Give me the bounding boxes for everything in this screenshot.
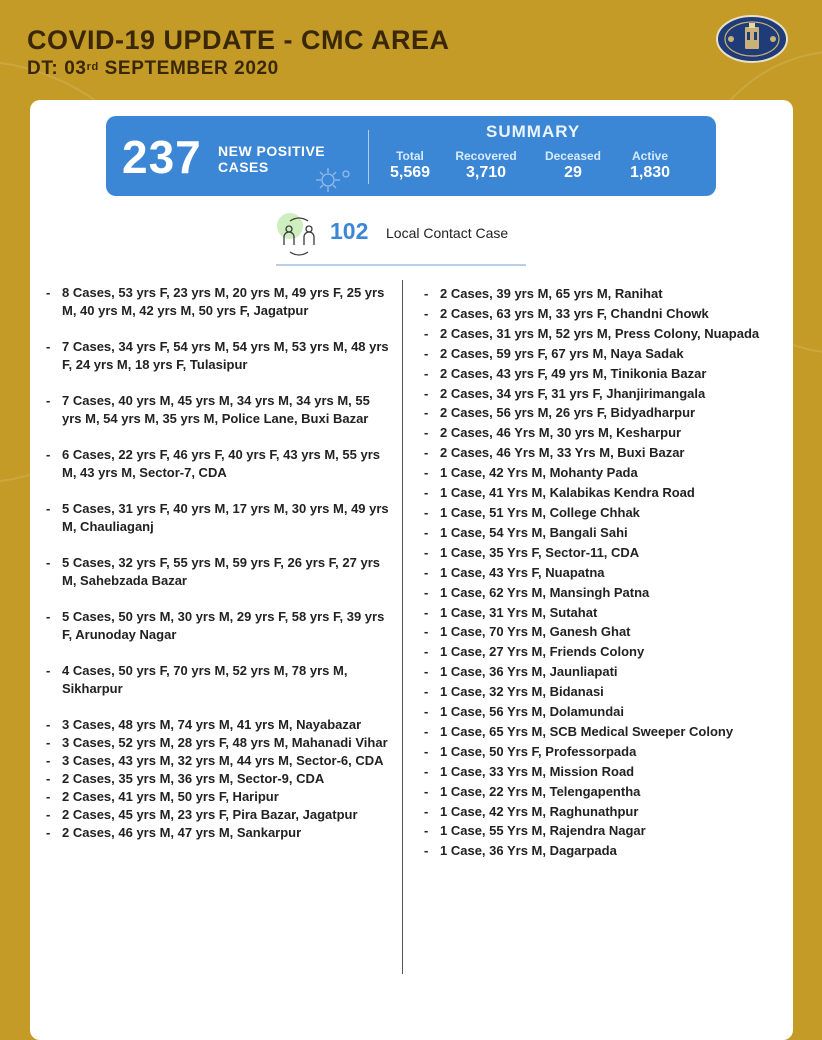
list-item: - 1 Case, 65 Yrs M, SCB Medical Sweeper Colony: [424, 722, 784, 742]
stat-label: Active: [631, 149, 669, 163]
page-title: COVID-19 UPDATE - CMC AREA: [27, 25, 450, 55]
list-item: - 4 Cases, 50 yrs F, 70 yrs M, 52 yrs M, 78 yrs M, Sikharpur: [46, 662, 391, 698]
list-item: - 1 Case, 35 Yrs F, Sector-11, CDA: [424, 543, 784, 563]
stat-value: 5,569: [389, 164, 431, 181]
stat-recovered: [450, 149, 522, 183]
stat-value: 1,830: [629, 164, 671, 181]
stat-total: [387, 149, 433, 183]
list-item: - 1 Case, 43 Yrs F, Nuapatna: [424, 563, 784, 583]
stat-label: Total: [396, 149, 424, 163]
list-item: - 1 Case, 36 Yrs M, Dagarpada: [424, 841, 784, 861]
list-item: - 2 Cases, 34 yrs F, 31 yrs F, Jhanjirimangala: [424, 384, 784, 404]
list-item: - 1 Case, 27 Yrs M, Friends Colony: [424, 642, 784, 662]
list-item: - 6 Cases, 22 yrs F, 46 yrs F, 40 yrs F, 43 yrs M, 55 yrs M, 43 yrs M, Sector-7, CDA: [46, 446, 391, 482]
list-item: - 8 Cases, 53 yrs F, 23 yrs M, 20 yrs M, 49 yrs F, 25 yrs M, 40 yrs M, 42 yrs M, 50 yrs F, Jagatpur: [46, 284, 391, 320]
list-item: - 1 Case, 32 Yrs M, Bidanasi: [424, 682, 784, 702]
local-contact-count: 102: [330, 218, 369, 244]
list-item: - 2 Cases, 35 yrs M, 36 yrs M, Sector-9, CDA: [46, 770, 391, 788]
stat-active: [625, 149, 675, 183]
stat-value: 29: [564, 164, 582, 181]
list-item: - 1 Case, 56 Yrs M, Dolamundai: [424, 702, 784, 722]
list-item: - 1 Case, 33 Yrs M, Mission Road: [424, 762, 784, 782]
stat-label: Deceased: [544, 149, 602, 163]
list-item: - 5 Cases, 50 yrs M, 30 yrs M, 29 yrs F, 58 yrs F, 39 yrs F, Arunoday Nagar: [46, 608, 391, 644]
list-item: - 2 Cases, 46 yrs M, 47 yrs M, Sankarpur: [46, 824, 391, 842]
list-item: - 2 Cases, 59 yrs F, 67 yrs M, Naya Sadak: [424, 344, 784, 364]
new-positive-label: NEW POSITIVE CASES: [218, 143, 326, 175]
stat-value: 3,710: [465, 164, 507, 181]
list-item: - 1 Case, 55 Yrs M, Rajendra Nagar: [424, 821, 784, 841]
list-item: - 1 Case, 62 Yrs M, Mansingh Patna: [424, 583, 784, 603]
list-item: - 2 Cases, 45 yrs M, 23 yrs F, Pira Bazar, Jagatpur: [46, 806, 391, 824]
list-item: - 2 Cases, 41 yrs M, 50 yrs F, Haripur: [46, 788, 391, 806]
list-item: - 7 Cases, 40 yrs M, 45 yrs M, 34 yrs M, 34 yrs M, 55 yrs M, 54 yrs M, 35 yrs M, Police Lane, Buxi Bazar: [46, 392, 391, 428]
list-item: - 5 Cases, 32 yrs F, 55 yrs M, 59 yrs F, 26 yrs F, 27 yrs M, Sahebzada Bazar: [46, 554, 391, 590]
content-card: [30, 100, 793, 1040]
list-item: - 3 Cases, 43 yrs M, 32 yrs M, 44 yrs M, Sector-6, CDA: [46, 752, 391, 770]
local-contact-section: [276, 208, 526, 268]
summary-banner: [106, 116, 716, 196]
list-item: - 5 Cases, 31 yrs F, 40 yrs M, 17 yrs M, 30 yrs M, 49 yrs M, Chauliaganj: [46, 500, 391, 536]
stat-label: Recovered: [455, 149, 517, 163]
list-item: - 1 Case, 51 Yrs M, College Chhak: [424, 503, 784, 523]
date-ordinal: rd: [86, 61, 99, 73]
list-item: - 1 Case, 31 Yrs M, Sutahat: [424, 603, 784, 623]
summary-title: SUMMARY: [486, 122, 581, 141]
case-list-left: [46, 284, 391, 842]
case-list-right: [424, 284, 784, 861]
stat-deceased: [539, 149, 607, 183]
banner-divider: [368, 130, 369, 184]
list-item: - 1 Case, 50 Yrs F, Professorpada: [424, 742, 784, 762]
list-item: - 1 Case, 42 Yrs M, Raghunathpur: [424, 802, 784, 822]
list-item: - 2 Cases, 43 yrs F, 49 yrs M, Tinikonia Bazar: [424, 364, 784, 384]
list-item: - 1 Case, 22 Yrs M, Telengapentha: [424, 782, 784, 802]
report-date: [27, 58, 450, 80]
list-item: - 2 Cases, 46 Yrs M, 33 Yrs M, Buxi Bazar: [424, 443, 784, 463]
date-prefix: DT: 03: [27, 58, 87, 79]
list-item: - 2 Cases, 31 yrs M, 52 yrs M, Press Colony, Nuapada: [424, 324, 784, 344]
list-item: - 2 Cases, 46 Yrs M, 30 yrs M, Kesharpur: [424, 423, 784, 443]
list-item: - 3 Cases, 48 yrs M, 74 yrs M, 41 yrs M, Nayabazar: [46, 716, 391, 734]
list-item: - 3 Cases, 52 yrs M, 28 yrs F, 48 yrs M, Mahanadi Vihar: [46, 734, 391, 752]
list-item: - 7 Cases, 34 yrs F, 54 yrs M, 54 yrs M, 53 yrs M, 48 yrs F, 24 yrs M, 18 yrs F, Tulasipur: [46, 338, 391, 374]
list-item: - 1 Case, 54 Yrs M, Bangali Sahi: [424, 523, 784, 543]
list-item: - 1 Case, 42 Yrs M, Mohanty Pada: [424, 463, 784, 483]
list-item: - 1 Case, 41 Yrs M, Kalabikas Kendra Road: [424, 483, 784, 503]
new-positive-count: 237: [122, 131, 202, 183]
virus-icon: [314, 166, 354, 194]
list-item: - 1 Case, 36 Yrs M, Jaunliapati: [424, 662, 784, 682]
local-contact-label: Local Contact Case: [386, 225, 509, 241]
list-item: - 2 Cases, 63 yrs M, 33 yrs F, Chandni Chowk: [424, 304, 784, 324]
list-item: - 1 Case, 70 Yrs M, Ganesh Ghat: [424, 622, 784, 642]
list-item: - 2 Cases, 39 yrs M, 65 yrs M, Ranihat: [424, 284, 784, 304]
header: [27, 24, 450, 80]
cuttack-municipal-corporation-emblem-icon: [715, 14, 789, 64]
list-item: - 2 Cases, 56 yrs M, 26 yrs F, Bidyadharpur: [424, 403, 784, 423]
section-divider: [276, 264, 526, 266]
column-divider: [402, 280, 403, 974]
people-contact-icon: [276, 212, 324, 260]
date-rest: SEPTEMBER 2020: [98, 58, 279, 79]
